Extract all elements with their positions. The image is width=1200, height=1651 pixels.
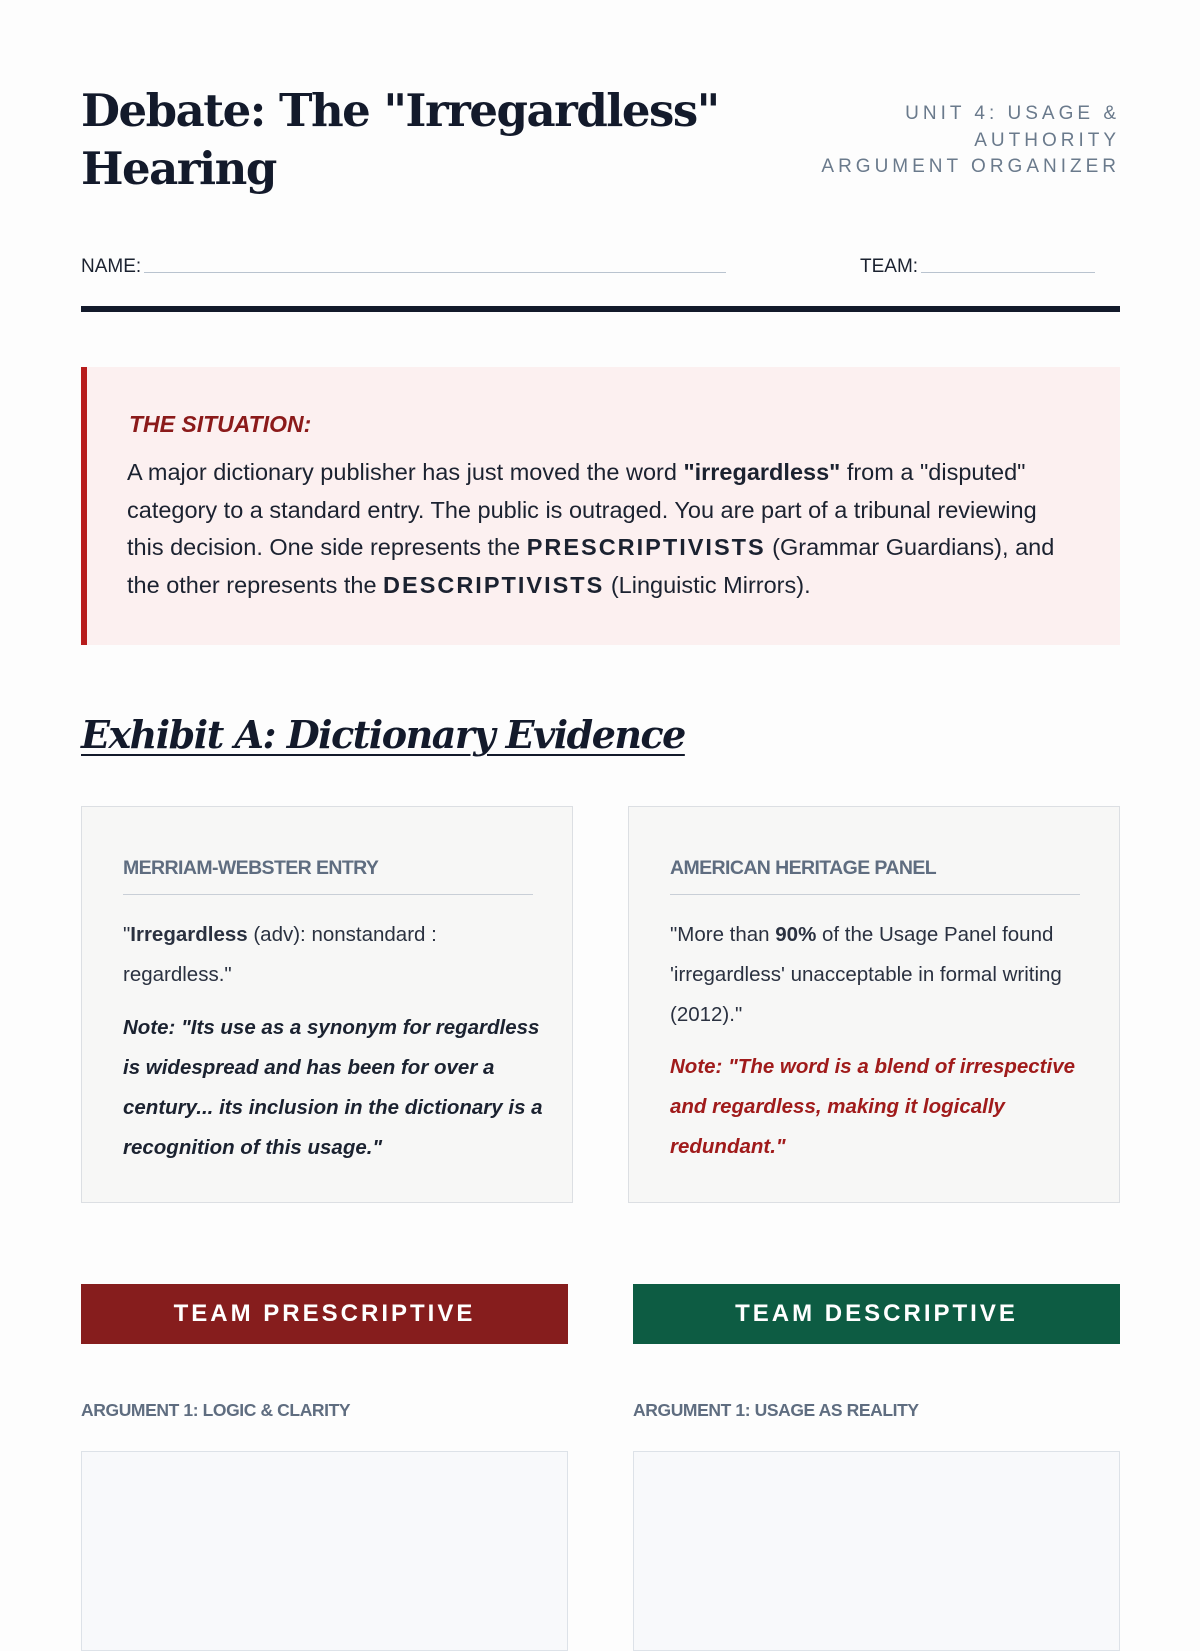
situation-text <box>127 454 1077 604</box>
card-quote <box>670 915 1085 1035</box>
header-divider <box>81 306 1120 312</box>
evidence-card-merriam-webster <box>81 806 573 1203</box>
card-note: Note: "Its use as a synonym for regardless is widespread and has been for over a century... its inclusion in the dictionary is a recognition of this usage." <box>123 1016 543 1159</box>
quote-rest: of the Usage Panel found 'irregardless' unacceptable in formal writing (2012)." <box>670 923 1062 1026</box>
situation-text-part-1: A major dictionary publisher has just moved the word <box>127 459 684 485</box>
descriptivists-term: DESCRIPTIVISTS <box>383 571 605 598</box>
quote-open: " <box>123 923 131 946</box>
prescriptive-argument-input[interactable] <box>81 1451 568 1651</box>
quote-bold: Irregardless <box>130 923 248 946</box>
situation-text-part-4: (Linguistic Mirrors). <box>604 571 811 598</box>
situation-callout <box>81 367 1120 645</box>
card-heading: MERRIAM-WEBSTER ENTRY <box>123 857 533 895</box>
unit-line-1: UNIT 4: USAGE & <box>905 103 1120 124</box>
unit-line-2: AUTHORITY <box>974 129 1120 151</box>
evidence-card-american-heritage <box>628 806 1120 1203</box>
quote-rest: (adv): nonstandard : regardless." <box>123 923 437 986</box>
unit-line-3: ARGUMENT ORGANIZER <box>821 156 1120 177</box>
title-line-2: Hearing <box>81 142 276 195</box>
card-note: Note: "The word is a blend of irrespective and regardless, making it logically redundant." <box>670 1055 1075 1158</box>
unit-label <box>800 101 1120 181</box>
situation-text-part-3: (Grammar Guardians), and the other represents the <box>127 534 1055 598</box>
highlight-word: "irregardless" <box>683 459 841 485</box>
title-line-1: Debate: The "Irregardless" <box>81 84 719 137</box>
team-field[interactable] <box>921 272 1095 273</box>
descriptive-argument-label: ARGUMENT 1: USAGE AS REALITY <box>633 1400 919 1420</box>
exhibit-title: Exhibit A: Dictionary Evidence <box>81 712 685 757</box>
prescriptivists-term: PRESCRIPTIVISTS <box>526 534 766 560</box>
situation-text-part-2: from a "disputed" category to a standard entry. The public is outraged. You are part of a tribunal reviewing this decision. One side represents the <box>127 459 1037 560</box>
team-descriptive-button[interactable]: TEAM DESCRIPTIVE <box>633 1284 1120 1344</box>
card-quote <box>123 915 538 995</box>
team-prescriptive-button[interactable]: TEAM PRESCRIPTIVE <box>81 1284 568 1344</box>
name-field[interactable] <box>144 272 726 273</box>
situation-heading: THE SITUATION: <box>129 411 312 437</box>
quote-open: "More than <box>670 923 776 946</box>
team-label: TEAM: <box>860 256 919 277</box>
page-title <box>81 82 731 198</box>
name-label: NAME: <box>81 256 142 277</box>
quote-bold: 90% <box>775 923 817 946</box>
descriptive-argument-input[interactable] <box>633 1451 1120 1651</box>
card-heading: AMERICAN HERITAGE PANEL <box>670 857 1080 895</box>
prescriptive-argument-label: ARGUMENT 1: LOGIC & CLARITY <box>81 1400 351 1420</box>
